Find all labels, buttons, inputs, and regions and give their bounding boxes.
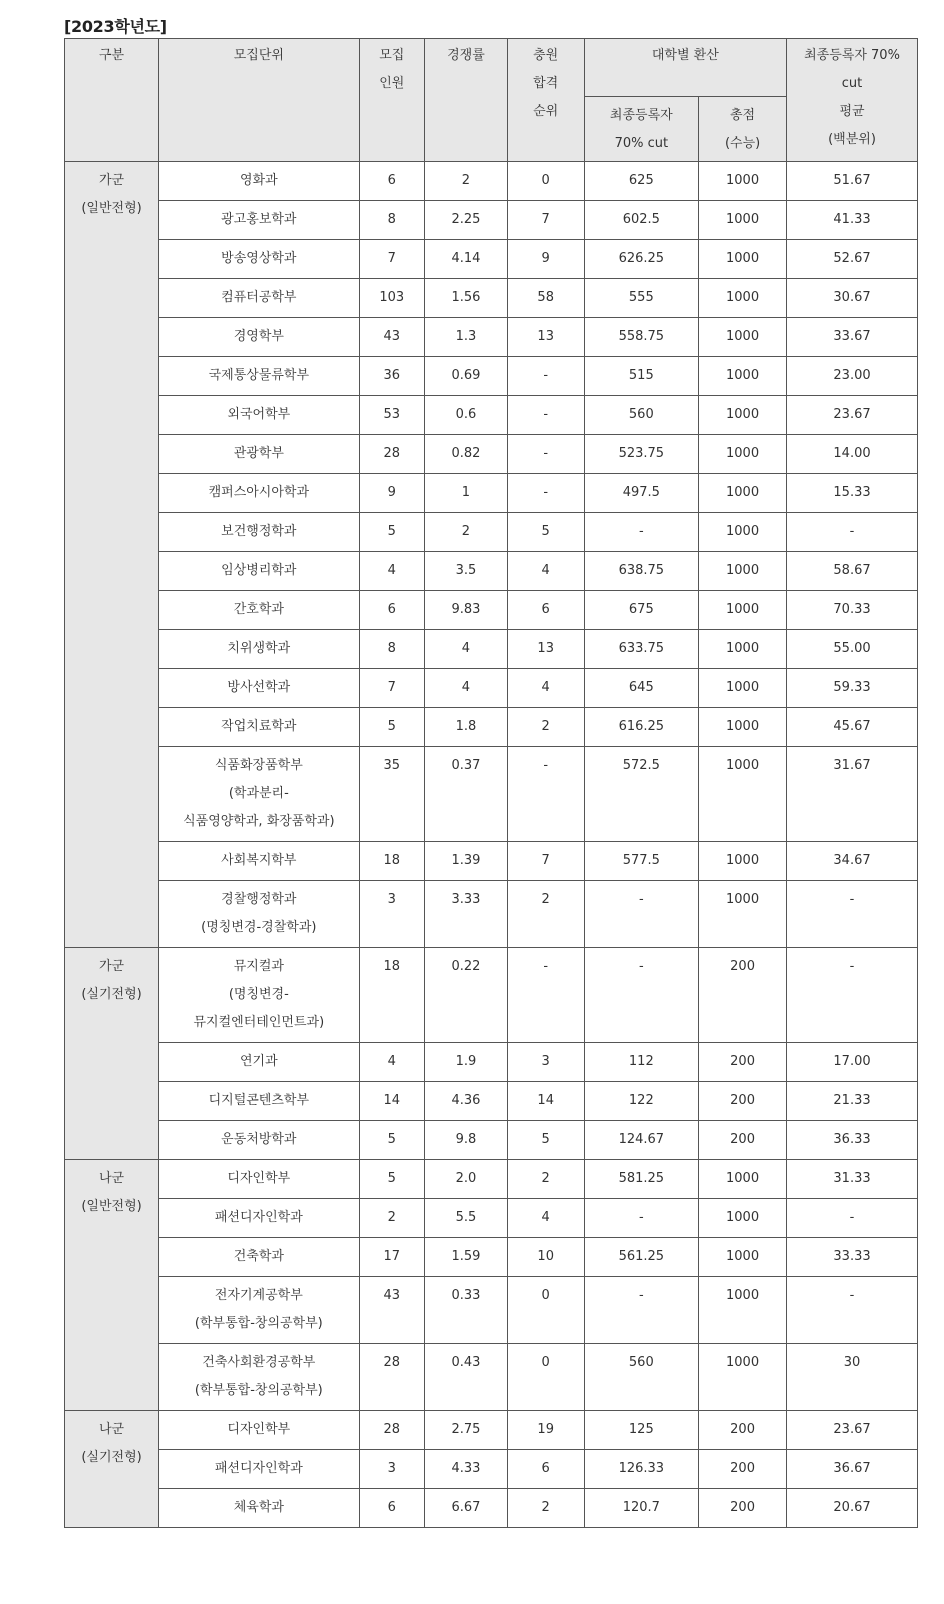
- admissions-table: [64, 38, 918, 1528]
- header-rank: 충원 합격 순위: [507, 39, 584, 162]
- percentile-cell: 23.67: [787, 1411, 918, 1450]
- percentile-cell: -: [787, 948, 918, 1043]
- ratio-cell: 2.75: [425, 1411, 508, 1450]
- cut-cell: -: [584, 1277, 699, 1344]
- cut-cell: 497.5: [584, 474, 699, 513]
- total-cell: 200: [699, 1082, 787, 1121]
- ratio-cell: 0.6: [425, 396, 508, 435]
- percentile-cell: 34.67: [787, 842, 918, 881]
- header-percentile: 최종등록자 70% cut 평균 (백분위): [787, 39, 918, 162]
- unit-cell: 패션디자인학과: [159, 1199, 359, 1238]
- header-unit: 모집단위: [159, 39, 359, 162]
- total-cell: 1000: [699, 357, 787, 396]
- rank-cell: -: [507, 435, 584, 474]
- percentile-cell: 31.67: [787, 747, 918, 842]
- percentile-cell: 21.33: [787, 1082, 918, 1121]
- rank-cell: -: [507, 396, 584, 435]
- percentile-cell: 51.67: [787, 162, 918, 201]
- rank-cell: 6: [507, 591, 584, 630]
- percentile-cell: 23.00: [787, 357, 918, 396]
- cut-cell: 523.75: [584, 435, 699, 474]
- total-cell: 1000: [699, 279, 787, 318]
- rank-cell: -: [507, 747, 584, 842]
- page-title: [2023학년도]: [64, 17, 167, 36]
- header-category: 구분: [65, 39, 159, 162]
- cut-cell: -: [584, 881, 699, 948]
- percentile-cell: 17.00: [787, 1043, 918, 1082]
- group-cell: 가군 (실기전형): [65, 948, 159, 1160]
- table-row: [65, 669, 918, 708]
- unit-cell: 운동처방학과: [159, 1121, 359, 1160]
- table-row: [65, 1160, 918, 1199]
- table-row: [65, 591, 918, 630]
- quota-cell: 4: [359, 552, 424, 591]
- quota-cell: 28: [359, 1411, 424, 1450]
- quota-cell: 5: [359, 1121, 424, 1160]
- cut-cell: 675: [584, 591, 699, 630]
- cut-cell: 112: [584, 1043, 699, 1082]
- cut-cell: 626.25: [584, 240, 699, 279]
- quota-cell: 6: [359, 591, 424, 630]
- table-row: [65, 357, 918, 396]
- ratio-cell: 4: [425, 669, 508, 708]
- unit-cell: 디지털콘텐츠학부: [159, 1082, 359, 1121]
- total-cell: 1000: [699, 201, 787, 240]
- table-row: [65, 1043, 918, 1082]
- percentile-cell: 30.67: [787, 279, 918, 318]
- unit-cell: 국제통상물류학부: [159, 357, 359, 396]
- percentile-cell: -: [787, 1277, 918, 1344]
- cut-cell: 125: [584, 1411, 699, 1450]
- cut-cell: 558.75: [584, 318, 699, 357]
- table-row: [65, 513, 918, 552]
- rank-cell: 2: [507, 1489, 584, 1528]
- table-row: [65, 630, 918, 669]
- rank-cell: 6: [507, 1450, 584, 1489]
- quota-cell: 6: [359, 162, 424, 201]
- table-row: [65, 881, 918, 948]
- total-cell: 1000: [699, 474, 787, 513]
- cut-cell: -: [584, 1199, 699, 1238]
- ratio-cell: 2.25: [425, 201, 508, 240]
- ratio-cell: 3.33: [425, 881, 508, 948]
- ratio-cell: 1.3: [425, 318, 508, 357]
- total-cell: 200: [699, 1450, 787, 1489]
- total-cell: 1000: [699, 162, 787, 201]
- percentile-cell: 23.67: [787, 396, 918, 435]
- table-row: [65, 1238, 918, 1277]
- table-body: [65, 162, 918, 1528]
- unit-cell: 패션디자인학과: [159, 1450, 359, 1489]
- total-cell: 200: [699, 1411, 787, 1450]
- rank-cell: 7: [507, 201, 584, 240]
- quota-cell: 5: [359, 513, 424, 552]
- table-row: [65, 1277, 918, 1344]
- quota-cell: 28: [359, 1344, 424, 1411]
- quota-cell: 3: [359, 1450, 424, 1489]
- rank-cell: 2: [507, 1160, 584, 1199]
- rank-cell: 5: [507, 513, 584, 552]
- cut-cell: 625: [584, 162, 699, 201]
- percentile-cell: 30: [787, 1344, 918, 1411]
- percentile-cell: -: [787, 1199, 918, 1238]
- cut-cell: 120.7: [584, 1489, 699, 1528]
- total-cell: 1000: [699, 240, 787, 279]
- cut-cell: 638.75: [584, 552, 699, 591]
- percentile-cell: 31.33: [787, 1160, 918, 1199]
- ratio-cell: 5.5: [425, 1199, 508, 1238]
- ratio-cell: 4.36: [425, 1082, 508, 1121]
- unit-cell: 치위생학과: [159, 630, 359, 669]
- percentile-cell: 20.67: [787, 1489, 918, 1528]
- cut-cell: 515: [584, 357, 699, 396]
- table-row: [65, 201, 918, 240]
- total-cell: 1000: [699, 1277, 787, 1344]
- quota-cell: 6: [359, 1489, 424, 1528]
- total-cell: 1000: [699, 747, 787, 842]
- table-row: [65, 318, 918, 357]
- percentile-cell: 52.67: [787, 240, 918, 279]
- unit-cell: 간호학과: [159, 591, 359, 630]
- table-row: [65, 948, 918, 1043]
- table-row: [65, 240, 918, 279]
- ratio-cell: 4.33: [425, 1450, 508, 1489]
- cut-cell: 126.33: [584, 1450, 699, 1489]
- quota-cell: 8: [359, 201, 424, 240]
- percentile-cell: 58.67: [787, 552, 918, 591]
- rank-cell: 9: [507, 240, 584, 279]
- total-cell: 1000: [699, 708, 787, 747]
- total-cell: 1000: [699, 630, 787, 669]
- unit-cell: 건축사회환경공학부 (학부통합-창의공학부): [159, 1344, 359, 1411]
- table-row: [65, 1199, 918, 1238]
- ratio-cell: 1.56: [425, 279, 508, 318]
- unit-cell: 방송영상학과: [159, 240, 359, 279]
- table-row: [65, 1082, 918, 1121]
- quota-cell: 5: [359, 1160, 424, 1199]
- unit-cell: 외국어학부: [159, 396, 359, 435]
- percentile-cell: 14.00: [787, 435, 918, 474]
- table-row: [65, 747, 918, 842]
- rank-cell: -: [507, 474, 584, 513]
- ratio-cell: 0.82: [425, 435, 508, 474]
- ratio-cell: 0.37: [425, 747, 508, 842]
- unit-cell: 임상병리학과: [159, 552, 359, 591]
- table-row: [65, 552, 918, 591]
- rank-cell: 10: [507, 1238, 584, 1277]
- rank-cell: -: [507, 948, 584, 1043]
- quota-cell: 17: [359, 1238, 424, 1277]
- cut-cell: 581.25: [584, 1160, 699, 1199]
- quota-cell: 36: [359, 357, 424, 396]
- cut-cell: 572.5: [584, 747, 699, 842]
- unit-cell: 사회복지학부: [159, 842, 359, 881]
- percentile-cell: 70.33: [787, 591, 918, 630]
- unit-cell: 광고홍보학과: [159, 201, 359, 240]
- cut-cell: 561.25: [584, 1238, 699, 1277]
- table-row: [65, 1411, 918, 1450]
- percentile-cell: 33.33: [787, 1238, 918, 1277]
- quota-cell: 3: [359, 881, 424, 948]
- header-conversion: 대학별 환산: [584, 39, 787, 97]
- quota-cell: 53: [359, 396, 424, 435]
- quota-cell: 9: [359, 474, 424, 513]
- unit-cell: 작업치료학과: [159, 708, 359, 747]
- rank-cell: -: [507, 357, 584, 396]
- unit-cell: 뮤지컬과 (명칭변경- 뮤지컬엔터테인먼트과): [159, 948, 359, 1043]
- unit-cell: 디자인학부: [159, 1160, 359, 1199]
- header-conversion-total: 총점 (수능): [699, 97, 787, 162]
- rank-cell: 0: [507, 1344, 584, 1411]
- table-row: [65, 279, 918, 318]
- ratio-cell: 1.59: [425, 1238, 508, 1277]
- header-ratio: 경쟁률: [425, 39, 508, 162]
- quota-cell: 14: [359, 1082, 424, 1121]
- ratio-cell: 3.5: [425, 552, 508, 591]
- unit-cell: 컴퓨터공학부: [159, 279, 359, 318]
- rank-cell: 0: [507, 1277, 584, 1344]
- unit-cell: 체육학과: [159, 1489, 359, 1528]
- table-row: [65, 1450, 918, 1489]
- table-row: [65, 162, 918, 201]
- group-cell: 나군 (실기전형): [65, 1411, 159, 1528]
- table-row: [65, 396, 918, 435]
- rank-cell: 13: [507, 630, 584, 669]
- table-row: [65, 435, 918, 474]
- ratio-cell: 4: [425, 630, 508, 669]
- quota-cell: 28: [359, 435, 424, 474]
- cut-cell: 577.5: [584, 842, 699, 881]
- total-cell: 1000: [699, 669, 787, 708]
- ratio-cell: 2: [425, 513, 508, 552]
- quota-cell: 5: [359, 708, 424, 747]
- rank-cell: 4: [507, 552, 584, 591]
- rank-cell: 7: [507, 842, 584, 881]
- ratio-cell: 9.83: [425, 591, 508, 630]
- total-cell: 1000: [699, 591, 787, 630]
- ratio-cell: 0.33: [425, 1277, 508, 1344]
- unit-cell: 경찰행정학과 (명칭변경-경찰학과): [159, 881, 359, 948]
- unit-cell: 건축학과: [159, 1238, 359, 1277]
- header-quota: 모집 인원: [359, 39, 424, 162]
- unit-cell: 식품화장품학부 (학과분리- 식품영양학과, 화장품학과): [159, 747, 359, 842]
- percentile-cell: 45.67: [787, 708, 918, 747]
- quota-cell: 43: [359, 318, 424, 357]
- ratio-cell: 2: [425, 162, 508, 201]
- ratio-cell: 0.22: [425, 948, 508, 1043]
- total-cell: 200: [699, 1121, 787, 1160]
- rank-cell: 14: [507, 1082, 584, 1121]
- unit-cell: 방사선학과: [159, 669, 359, 708]
- percentile-cell: 15.33: [787, 474, 918, 513]
- rank-cell: 4: [507, 669, 584, 708]
- total-cell: 1000: [699, 435, 787, 474]
- group-cell: 나군 (일반전형): [65, 1160, 159, 1411]
- unit-cell: 보건행정학과: [159, 513, 359, 552]
- ratio-cell: 1.39: [425, 842, 508, 881]
- total-cell: 200: [699, 948, 787, 1043]
- table-row: [65, 708, 918, 747]
- ratio-cell: 1.8: [425, 708, 508, 747]
- cut-cell: 602.5: [584, 201, 699, 240]
- rank-cell: 13: [507, 318, 584, 357]
- percentile-cell: 36.33: [787, 1121, 918, 1160]
- rank-cell: 2: [507, 708, 584, 747]
- total-cell: 200: [699, 1043, 787, 1082]
- ratio-cell: 0.43: [425, 1344, 508, 1411]
- unit-cell: 경영학부: [159, 318, 359, 357]
- cut-cell: 124.67: [584, 1121, 699, 1160]
- total-cell: 1000: [699, 842, 787, 881]
- table-row: [65, 842, 918, 881]
- ratio-cell: 9.8: [425, 1121, 508, 1160]
- ratio-cell: 4.14: [425, 240, 508, 279]
- table-row: [65, 1344, 918, 1411]
- rank-cell: 19: [507, 1411, 584, 1450]
- cut-cell: 645: [584, 669, 699, 708]
- unit-cell: 영화과: [159, 162, 359, 201]
- quota-cell: 8: [359, 630, 424, 669]
- total-cell: 1000: [699, 1199, 787, 1238]
- cut-cell: 555: [584, 279, 699, 318]
- quota-cell: 18: [359, 842, 424, 881]
- cut-cell: 560: [584, 1344, 699, 1411]
- total-cell: 200: [699, 1489, 787, 1528]
- rank-cell: 3: [507, 1043, 584, 1082]
- ratio-cell: 0.69: [425, 357, 508, 396]
- quota-cell: 43: [359, 1277, 424, 1344]
- cut-cell: -: [584, 948, 699, 1043]
- cut-cell: -: [584, 513, 699, 552]
- quota-cell: 7: [359, 240, 424, 279]
- rank-cell: 0: [507, 162, 584, 201]
- quota-cell: 7: [359, 669, 424, 708]
- cut-cell: 560: [584, 396, 699, 435]
- total-cell: 1000: [699, 318, 787, 357]
- ratio-cell: 6.67: [425, 1489, 508, 1528]
- unit-cell: 관광학부: [159, 435, 359, 474]
- quota-cell: 18: [359, 948, 424, 1043]
- unit-cell: 전자기계공학부 (학부통합-창의공학부): [159, 1277, 359, 1344]
- quota-cell: 35: [359, 747, 424, 842]
- ratio-cell: 2.0: [425, 1160, 508, 1199]
- total-cell: 1000: [699, 881, 787, 948]
- cut-cell: 122: [584, 1082, 699, 1121]
- quota-cell: 4: [359, 1043, 424, 1082]
- ratio-cell: 1.9: [425, 1043, 508, 1082]
- quota-cell: 103: [359, 279, 424, 318]
- rank-cell: 5: [507, 1121, 584, 1160]
- percentile-cell: 55.00: [787, 630, 918, 669]
- group-cell: 가군 (일반전형): [65, 162, 159, 948]
- cut-cell: 616.25: [584, 708, 699, 747]
- percentile-cell: 59.33: [787, 669, 918, 708]
- percentile-cell: -: [787, 881, 918, 948]
- percentile-cell: 36.67: [787, 1450, 918, 1489]
- total-cell: 1000: [699, 396, 787, 435]
- total-cell: 1000: [699, 1344, 787, 1411]
- total-cell: 1000: [699, 552, 787, 591]
- unit-cell: 캠퍼스아시아학과: [159, 474, 359, 513]
- percentile-cell: 33.67: [787, 318, 918, 357]
- percentile-cell: -: [787, 513, 918, 552]
- quota-cell: 2: [359, 1199, 424, 1238]
- total-cell: 1000: [699, 1238, 787, 1277]
- rank-cell: 2: [507, 881, 584, 948]
- table-row: [65, 474, 918, 513]
- rank-cell: 58: [507, 279, 584, 318]
- unit-cell: 연기과: [159, 1043, 359, 1082]
- unit-cell: 디자인학부: [159, 1411, 359, 1450]
- percentile-cell: 41.33: [787, 201, 918, 240]
- total-cell: 1000: [699, 513, 787, 552]
- ratio-cell: 1: [425, 474, 508, 513]
- cut-cell: 633.75: [584, 630, 699, 669]
- rank-cell: 4: [507, 1199, 584, 1238]
- table-row: [65, 1489, 918, 1528]
- table-row: [65, 1121, 918, 1160]
- total-cell: 1000: [699, 1160, 787, 1199]
- header-conversion-cut: 최종등록자 70% cut: [584, 97, 699, 162]
